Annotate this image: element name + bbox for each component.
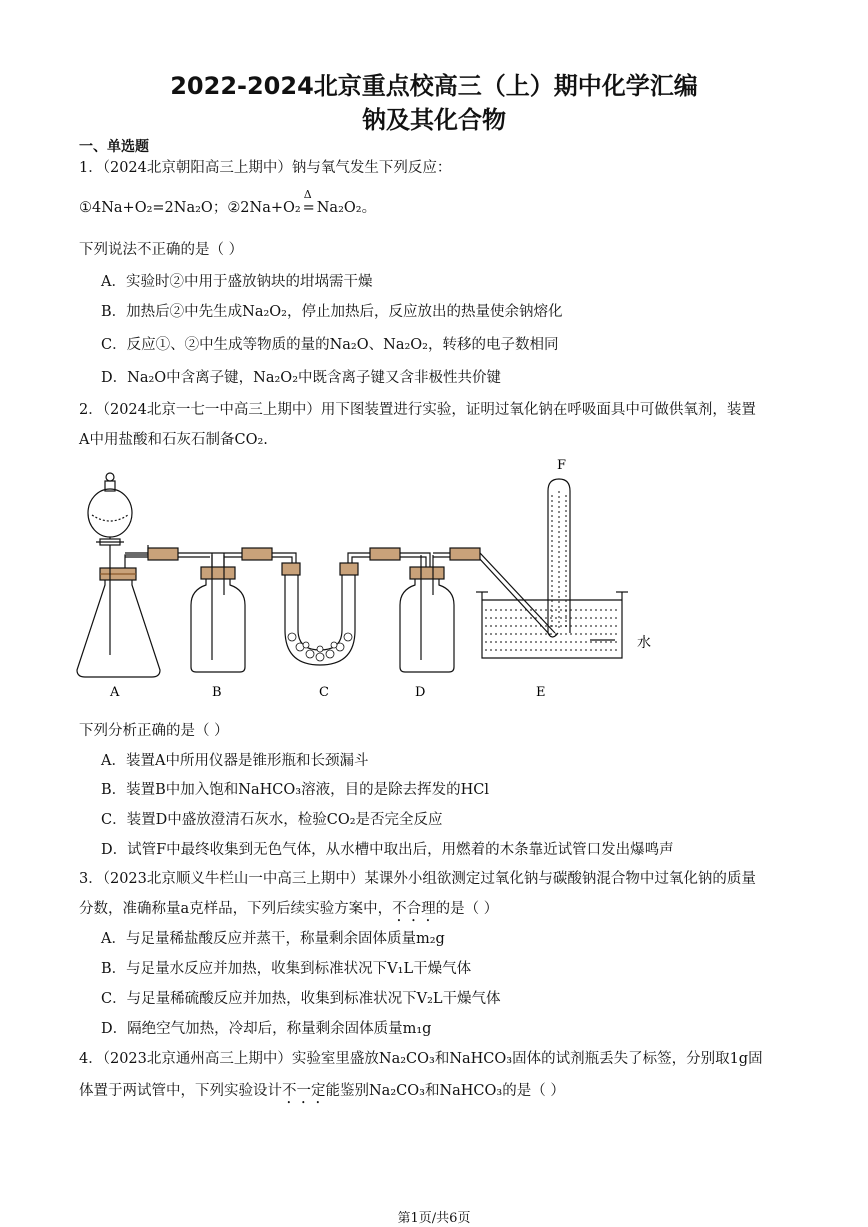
q4-stem-line2 [79, 1079, 565, 1107]
label-d: D [415, 685, 426, 700]
q4-stem-part3: 能鉴别Na₂CO₃和NaHCO₃的是（ ） [325, 1083, 565, 1099]
q1-option-b: B．加热后②中先生成Na₂O₂，停止加热后，反应放出的热量使余钠熔化 [101, 304, 563, 320]
label-a: A [110, 685, 120, 700]
apparatus-a [77, 473, 210, 677]
q3-option-c: C．与足量稀硫酸反应并加热，收集到标准状况下V₂L干燥气体 [101, 991, 501, 1007]
q3-stem-line1: 3．（2023北京顺义牛栏山一中高三上期中）某课外小组欲测定过氧化钠与碳酸钠混合物中过氧化钠的质量 [79, 871, 756, 887]
label-b: B [212, 685, 222, 700]
q2-stem-line1: 2．（2024北京一七一中高三上期中）用下图装置进行实验，证明过氧化钠在呼吸面具中可做供氧剂，装置 [79, 402, 756, 418]
label-c: C [319, 685, 329, 700]
q2-option-b: B．装置B中加入饱和NaHCO₃溶液，目的是除去挥发的HCl [101, 782, 489, 798]
page-subtitle: 钠及其化合物 [362, 106, 506, 134]
label-f: F [557, 458, 567, 473]
apparatus-e [476, 479, 628, 658]
q1-equations [79, 188, 377, 217]
delta-symbol: Δ [303, 188, 312, 201]
q1-option-d: D．Na₂O中含离子键，Na₂O₂中既含离子键又含非极性共价键 [101, 370, 502, 386]
page-title: 2022-2024北京重点校高三（上）期中化学汇编 [170, 72, 698, 100]
label-water: 水 [637, 635, 651, 651]
q2-option-d: D．试管F中最终收集到无色气体，从水槽中取出后，用燃着的木条靠近试管口发出爆鸣声 [101, 842, 674, 858]
q1-option-c: C．反应①、②中生成等物质的量的Na₂O、Na₂O₂，转移的电子数相同 [101, 337, 559, 353]
q4-emphasis: 不一定 [282, 1083, 326, 1099]
q3-option-b: B．与足量水反应并加热，收集到标准状况下V₁L干燥气体 [101, 961, 472, 977]
label-e: E [536, 685, 546, 700]
q1-option-a: A．实验时②中用于盛放钠块的坩埚需干燥 [101, 274, 373, 290]
q1-eq1: ①4Na+O₂=2Na₂O；②2Na+O₂ [79, 200, 301, 216]
q1-eq2: Na₂O₂。 [316, 200, 377, 216]
q3-stem-part1: 分数，准确称量a克样品，下列后续实验方案中， [79, 901, 393, 917]
q3-stem-part3: 的是（ ） [435, 901, 499, 917]
q3-option-d: D．隔绝空气加热，冷却后，称量剩余固体质量m₁g [101, 1021, 432, 1037]
q3-emphasis: 不合理 [392, 901, 436, 917]
q3-stem-line2 [79, 897, 498, 925]
q2-prompt: 下列分析正确的是（ ） [79, 723, 229, 739]
apparatus-b [191, 548, 296, 672]
heat-equals-sign: Δ = [302, 188, 315, 216]
q2-option-a: A．装置A中所用仪器是锥形瓶和长颈漏斗 [101, 753, 369, 769]
q1-prompt: 下列说法不正确的是（ ） [79, 242, 244, 258]
q2-stem-line2: A中用盐酸和石灰石制备CO₂. [79, 432, 268, 448]
section-heading: 一、单选题 [79, 139, 149, 155]
q2-option-c: C．装置D中盛放澄清石灰水，检验CO₂是否完全反应 [101, 812, 443, 828]
q1-stem: 1．（2024北京朝阳高三上期中）钠与氧气发生下列反应： [79, 160, 452, 176]
q3-option-a: A．与足量稀盐酸反应并蒸干，称量剩余固体质量m₂g [101, 931, 445, 947]
apparatus-figure [70, 455, 690, 705]
q4-stem-part1: 体置于两试管中，下列实验设计 [79, 1083, 282, 1099]
q4-stem-line1: 4．（2023北京通州高三上期中）实验室里盛放Na₂CO₃和NaHCO₃固体的试剂瓶丢失了标签，分别取1g固 [79, 1051, 763, 1067]
page-footer: 第1页/共6页 [397, 1211, 471, 1226]
